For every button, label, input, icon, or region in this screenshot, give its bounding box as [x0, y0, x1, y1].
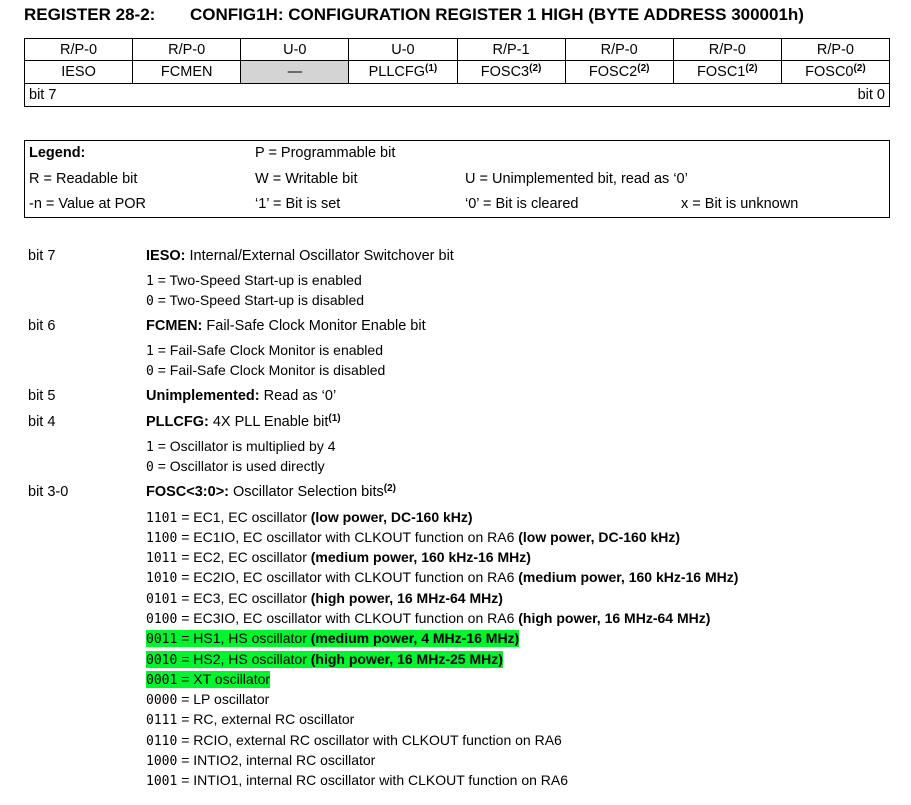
footnote-ref: (2) — [853, 63, 866, 74]
bit4-heading: PLLCFG: 4X PLL Enable bit$^{(1)}$ — [146, 413, 341, 430]
fosc-option: 1101 = EC1, EC oscillator (low power, DC-160 kHz) — [146, 509, 473, 526]
register-name: CONFIG1H: CONFIGURATION REGISTER 1 HIGH (BYTE ADDRESS 300001h) — [190, 5, 804, 24]
bit-position-row — [25, 84, 890, 107]
footnote-ref: (2) — [745, 63, 758, 74]
name-bit4: PLLCFG$^{(1)}$ — [349, 61, 457, 84]
name-bit0: FOSC0$^{(2)}$ — [781, 61, 889, 84]
fosc-option: 0111 = RC, external RC oscillator — [146, 711, 355, 728]
bit4-option-0: 0 = Oscillator is used directly — [146, 458, 325, 475]
bit7-label: bit 7 — [28, 248, 56, 264]
fosc-option-highlighted: 0001 = XT oscillator — [146, 671, 271, 688]
name-bit6: FCMEN — [133, 61, 241, 84]
bit4-label: bit 4 — [28, 414, 56, 430]
bit5-label: bit 5 — [28, 388, 56, 404]
fosc-option: 0110 = RCIO, external RC oscillator with CLKOUT function on RA6 — [146, 732, 562, 749]
access-row — [25, 39, 890, 61]
legend-r: R = Readable bit — [29, 171, 138, 187]
legend-u: U = Unimplemented bit, read as ‘0’ — [465, 171, 688, 187]
fosc-option: 1100 = EC1IO, EC oscillator with CLKOUT function on RA6 (low power, DC-160 kHz) — [146, 529, 681, 546]
register-number: REGISTER 28-2: — [24, 5, 156, 24]
fosc-option-highlighted: 0010 = HS2, HS oscillator (high power, 16 MHz-25 MHz) — [146, 651, 503, 668]
access-bit1: R/P-0 — [673, 39, 781, 61]
footnote-ref: (1) — [328, 413, 341, 424]
legend-p: P = Programmable bit — [255, 145, 396, 161]
legend-box — [24, 140, 890, 218]
fosc-option-highlighted: 0011 = HS1, HS oscillator (medium power, 4 MHz-16 MHz) — [146, 630, 520, 647]
fosc-option: 0000 = LP oscillator — [146, 691, 270, 708]
access-bit7: R/P-0 — [25, 39, 133, 61]
access-bit6: R/P-0 — [133, 39, 241, 61]
bit7-option-0: 0 = Two-Speed Start-up is disabled — [146, 292, 365, 309]
footnote-ref: (1) — [425, 63, 438, 74]
name-bit3: FOSC3$^{(2)}$ — [457, 61, 565, 84]
fosc-option: 1000 = INTIO2, internal RC oscillator — [146, 752, 376, 769]
fosc-option: 1011 = EC2, EC oscillator (medium power, 160 kHz-16 MHz) — [146, 549, 531, 566]
access-bit3: R/P-1 — [457, 39, 565, 61]
bit3-0-heading: FOSC<3:0>: Oscillator Selection bits$^{(2)}$ — [146, 483, 396, 500]
bit6-option-1: 1 = Fail-Safe Clock Monitor is enabled — [146, 342, 383, 359]
name-bit1: FOSC1$^{(2)}$ — [673, 61, 781, 84]
bit3-0-label: bit 3-0 — [28, 484, 69, 500]
bit6-heading: FCMEN: Fail-Safe Clock Monitor Enable bit — [146, 318, 426, 334]
bit4-option-1: 1 = Oscillator is multiplied by 4 — [146, 438, 336, 455]
legend-zero: ‘0’ = Bit is cleared — [465, 196, 579, 212]
bit7-option-1: 1 = Two-Speed Start-up is enabled — [146, 272, 362, 289]
bit-right-label: bit 0 — [457, 84, 890, 107]
bit7-heading: IESO: Internal/External Oscillator Switchover bit — [146, 248, 454, 264]
access-bit4: U-0 — [349, 39, 457, 61]
footnote-ref: (2) — [383, 483, 396, 494]
name-bit7: IESO — [25, 61, 133, 84]
fosc-option: 1010 = EC2IO, EC oscillator with CLKOUT function on RA6 (medium power, 160 kHz-16 MHz) — [146, 569, 739, 586]
access-bit2: R/P-0 — [565, 39, 673, 61]
legend-one: ‘1’ = Bit is set — [255, 196, 341, 212]
legend-w: W = Writable bit — [255, 171, 358, 187]
legend-heading: Legend: — [29, 145, 86, 161]
register-bit-table — [24, 38, 890, 107]
legend-x: x = Bit is unknown — [681, 196, 799, 212]
fosc-option: 0100 = EC3IO, EC oscillator with CLKOUT function on RA6 (high power, 16 MHz-64 MHz) — [146, 610, 711, 627]
name-bit5: — — [241, 61, 349, 84]
name-row — [25, 61, 890, 84]
fosc-option: 0101 = EC3, EC oscillator (high power, 16 MHz-64 MHz) — [146, 590, 503, 607]
fosc-option: 1001 = INTIO1, internal RC oscillator with CLKOUT function on RA6 — [146, 772, 569, 789]
access-bit0: R/P-0 — [781, 39, 889, 61]
legend-n: -n = Value at POR — [29, 196, 146, 212]
name-bit2: FOSC2$^{(2)}$ — [565, 61, 673, 84]
bit-left-label: bit 7 — [25, 84, 458, 107]
access-bit5: U-0 — [241, 39, 349, 61]
register-title — [24, 5, 804, 25]
bit5-heading: Unimplemented: Read as ‘0’ — [146, 388, 337, 404]
bit6-option-0: 0 = Fail-Safe Clock Monitor is disabled — [146, 362, 386, 379]
footnote-ref: (2) — [637, 63, 650, 74]
bit6-label: bit 6 — [28, 318, 56, 334]
footnote-ref: (2) — [529, 63, 542, 74]
